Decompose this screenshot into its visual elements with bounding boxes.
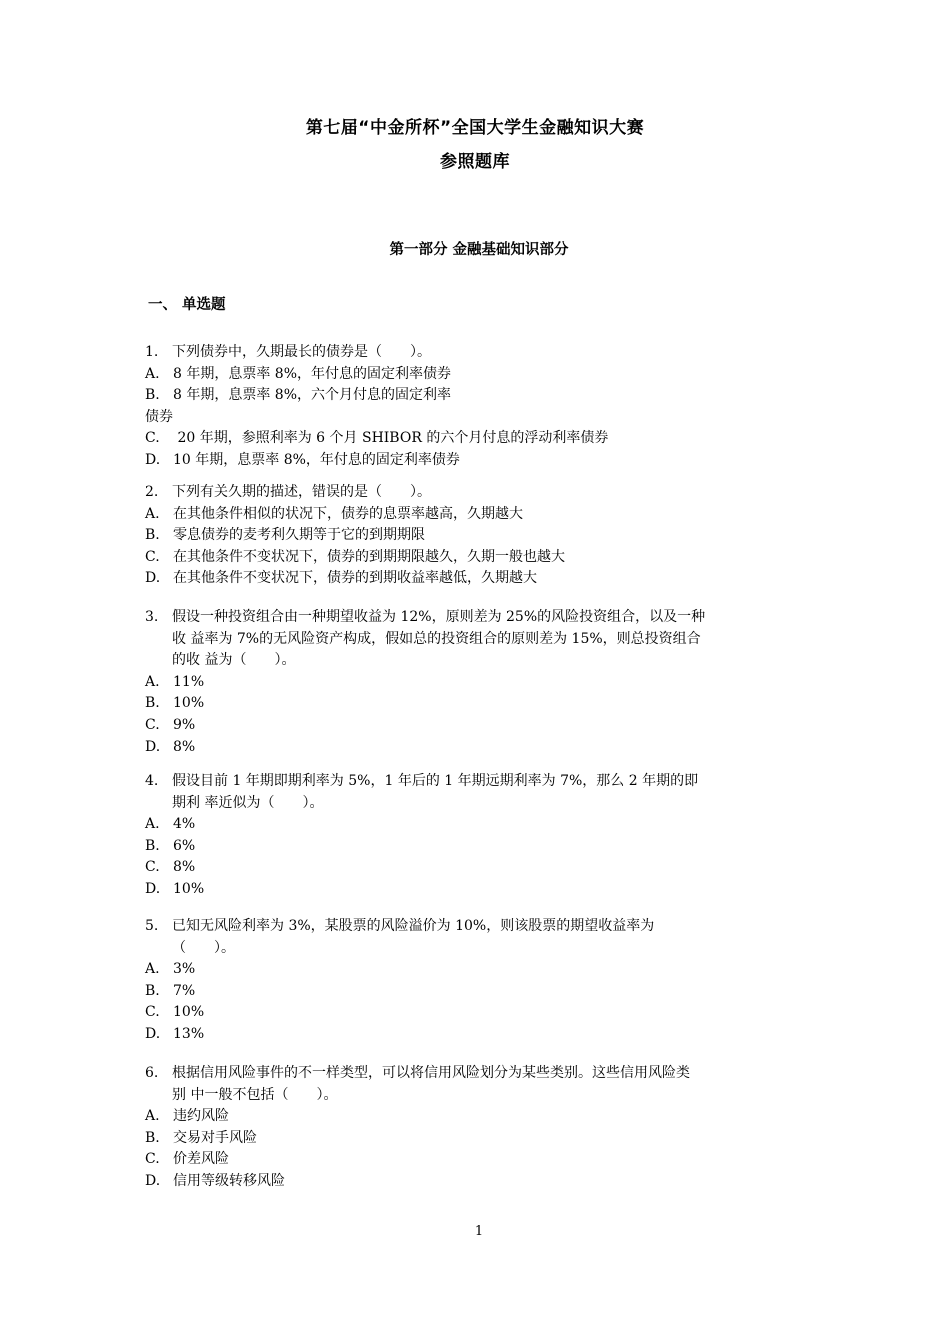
option-d bbox=[145, 450, 815, 472]
option-letter: B. bbox=[145, 527, 160, 544]
option-text: 交易对手风险 bbox=[173, 1129, 257, 1146]
question-text-continued: （ ）。 bbox=[172, 939, 235, 956]
option-b bbox=[145, 836, 815, 858]
question-text: 3. 假设一种投资组合由一种期望收益为 12%，原则差为 25%的风险投资组合，以及一种 bbox=[145, 607, 815, 629]
question-text-continued: 的收 益为（ ）。 bbox=[172, 652, 296, 669]
option-text: 9% bbox=[173, 716, 196, 733]
option-letter: C. bbox=[145, 859, 160, 876]
question-2 bbox=[145, 482, 815, 590]
option-letter: A. bbox=[145, 365, 160, 382]
question-3 bbox=[145, 607, 815, 758]
question-number: 6. bbox=[145, 1065, 159, 1081]
option-a bbox=[145, 1106, 815, 1128]
option-letter: D. bbox=[145, 1025, 161, 1042]
option-letter: D. bbox=[145, 738, 161, 755]
option-a bbox=[145, 504, 815, 526]
option-a bbox=[145, 959, 815, 981]
option-text: 3% bbox=[173, 961, 196, 978]
option-text: 13% bbox=[173, 1025, 205, 1042]
option-c bbox=[145, 547, 815, 569]
question-1 bbox=[145, 342, 815, 472]
section-heading: 一、 单选题 bbox=[148, 297, 226, 313]
option-b bbox=[145, 981, 815, 1003]
option-d bbox=[145, 568, 815, 590]
option-text: 11% bbox=[173, 673, 205, 690]
option-letter: C. bbox=[145, 716, 160, 733]
question-text: 1. 下列债券中，久期最长的债券是（ ）。 bbox=[145, 342, 815, 364]
option-letter: B. bbox=[145, 982, 160, 999]
option-d bbox=[145, 1024, 815, 1046]
option-text: 在其他条件不变状况下，债券的到期期限越久，久期一般也越大 bbox=[173, 548, 565, 565]
option-text: 零息债券的麦考利久期等于它的到期期限 bbox=[173, 527, 425, 544]
question-6 bbox=[145, 1063, 815, 1193]
option-letter: A. bbox=[145, 961, 160, 978]
option-text: 信用等级转移风险 bbox=[173, 1172, 285, 1189]
page-number: 1 bbox=[474, 1224, 484, 1239]
question-number: 2. bbox=[145, 484, 159, 500]
option-text: 8 年期，息票率 8%，六个月付息的固定利率 bbox=[173, 387, 452, 404]
option-letter: A. bbox=[145, 673, 160, 690]
option-text: 违约风险 bbox=[173, 1108, 229, 1125]
option-text: 6% bbox=[173, 837, 196, 854]
option-letter: D. bbox=[145, 570, 161, 587]
option-letter: B. bbox=[145, 695, 160, 712]
option-c bbox=[145, 857, 815, 879]
option-b bbox=[145, 525, 815, 547]
option-text: 价差风险 bbox=[173, 1151, 229, 1168]
option-c bbox=[145, 1002, 815, 1024]
option-letter: D. bbox=[145, 1172, 161, 1189]
question-number: 5. bbox=[145, 918, 159, 934]
option-c bbox=[145, 428, 815, 450]
option-b-continuation: 债券 bbox=[145, 408, 173, 425]
option-letter: A. bbox=[145, 505, 160, 522]
option-text: 10 年期，息票率 8%，年付息的固定利率债券 bbox=[173, 451, 460, 468]
question-text-continued: 期利 率近似为（ ）。 bbox=[172, 794, 324, 811]
option-letter: D. bbox=[145, 880, 161, 897]
option-text: 8 年期，息票率 8%，年付息的固定利率债券 bbox=[173, 365, 452, 382]
option-letter: C. bbox=[145, 1151, 160, 1168]
option-a bbox=[145, 814, 815, 836]
option-text: 10% bbox=[173, 1004, 205, 1021]
option-text: 20 年期，参照利率为 6 个月 SHIBOR 的六个月付息的浮动利率债券 bbox=[173, 430, 609, 447]
question-number: 4. bbox=[145, 773, 159, 789]
question-text-continued: 收 益率为 7%的无风险资产构成，假如总的投资组合的原则差为 15%，则总投资组合 bbox=[172, 630, 701, 647]
option-letter: C. bbox=[145, 430, 160, 447]
option-a bbox=[145, 364, 815, 386]
option-text: 10% bbox=[173, 880, 205, 897]
document-title: 第七届“中金所杯”全国大学生金融知识大赛 bbox=[305, 118, 645, 138]
option-d bbox=[145, 737, 815, 759]
option-text: 在其他条件相似的状况下，债券的息票率越高，久期越大 bbox=[173, 505, 523, 522]
option-text: 4% bbox=[173, 816, 196, 833]
option-letter: C. bbox=[145, 548, 160, 565]
option-letter: B. bbox=[145, 387, 160, 404]
question-text-continued: 别 中一般不包括（ ）。 bbox=[172, 1086, 338, 1103]
option-letter: B. bbox=[145, 837, 160, 854]
option-letter: A. bbox=[145, 816, 160, 833]
question-text: 5. 已知无风险利率为 3%，某股票的风险溢价为 10%，则该股票的期望收益率为 bbox=[145, 916, 815, 938]
question-text: 6. 根据信用风险事件的不一样类型，可以将信用风险划分为某些类别。这些信用风险类 bbox=[145, 1063, 815, 1085]
question-number: 3. bbox=[145, 609, 159, 625]
question-number: 1. bbox=[145, 344, 159, 360]
option-b bbox=[145, 693, 815, 715]
option-d bbox=[145, 1171, 815, 1193]
option-text: 10% bbox=[173, 695, 205, 712]
option-b bbox=[145, 385, 815, 407]
question-text: 4. 假设目前 1 年期即期利率为 5%，1 年后的 1 年期远期利率为 7%，那么 2 年期的即 bbox=[145, 771, 815, 793]
question-5 bbox=[145, 916, 815, 1046]
option-a bbox=[145, 672, 815, 694]
question-4 bbox=[145, 771, 815, 901]
part-heading: 第一部分 金融基础知识部分 bbox=[389, 242, 569, 258]
option-text: 在其他条件不变状况下，债券的到期收益率越低，久期越大 bbox=[173, 570, 537, 587]
question-text: 2. 下列有关久期的描述，错误的是（ ）。 bbox=[145, 482, 815, 504]
option-letter: C. bbox=[145, 1004, 160, 1021]
option-text: 7% bbox=[173, 982, 196, 999]
option-d bbox=[145, 879, 815, 901]
option-letter: D. bbox=[145, 451, 161, 468]
option-text: 8% bbox=[173, 738, 196, 755]
option-text: 8% bbox=[173, 859, 196, 876]
option-c bbox=[145, 715, 815, 737]
option-b bbox=[145, 1128, 815, 1150]
option-letter: B. bbox=[145, 1129, 160, 1146]
option-c bbox=[145, 1149, 815, 1171]
document-subtitle: 参照题库 bbox=[440, 152, 510, 172]
option-letter: A. bbox=[145, 1108, 160, 1125]
